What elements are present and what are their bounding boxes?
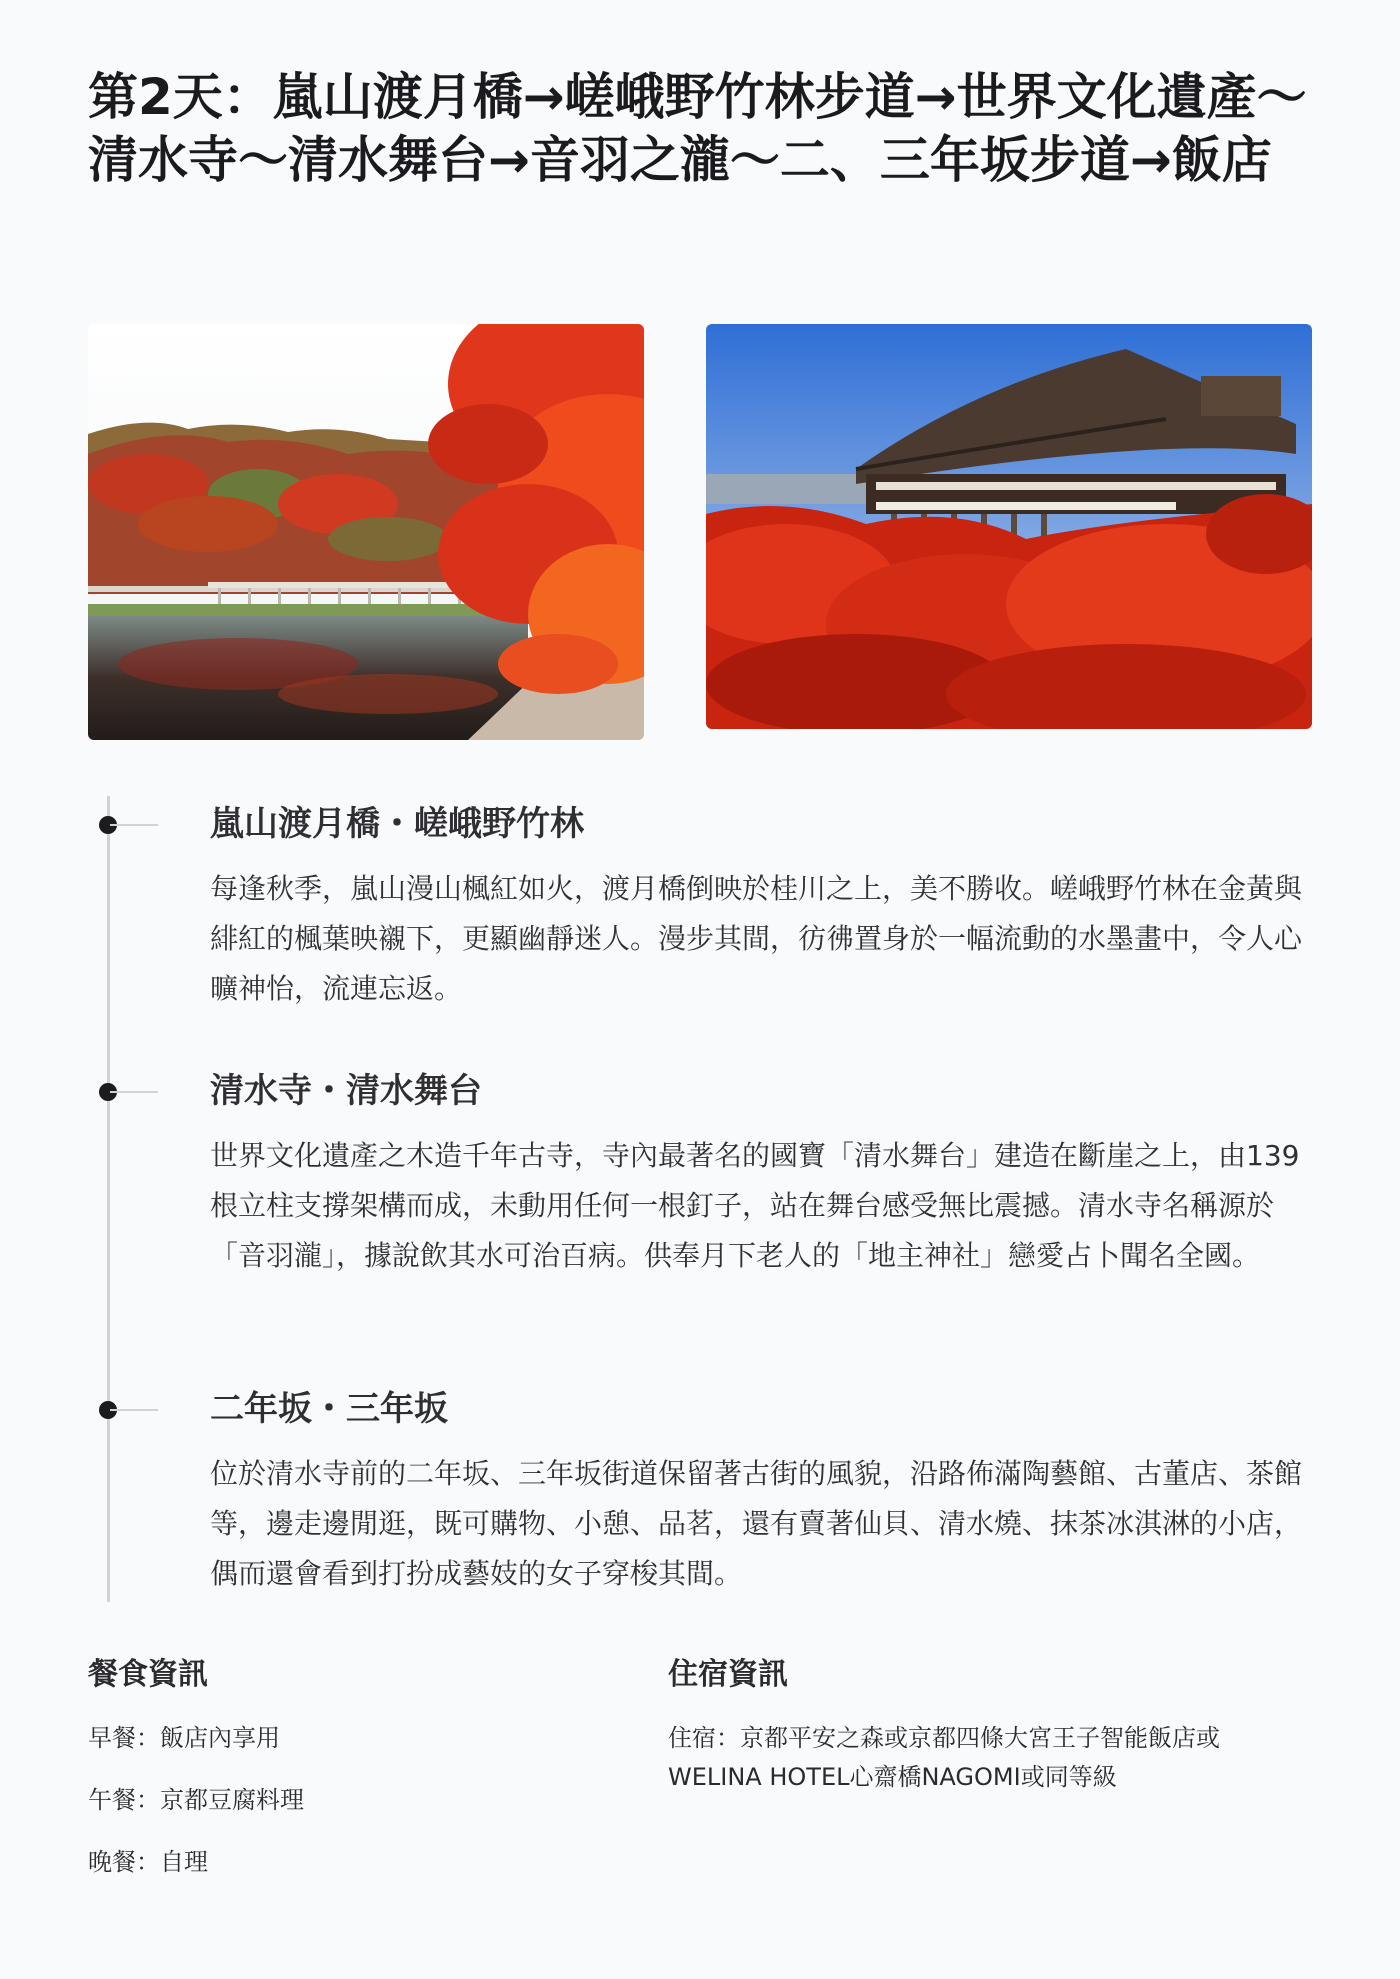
meals-heading: 餐食資訊 <box>88 1657 208 1692</box>
timeline-tick <box>110 1091 158 1093</box>
timeline-line <box>107 796 110 1602</box>
lodging-heading: 住宿資訊 <box>668 1657 788 1692</box>
section-title-arashiyama: 嵐山渡月橋・嵯峨野竹林 <box>210 804 584 844</box>
timeline-tick <box>110 1409 158 1411</box>
timeline-tick <box>110 824 158 826</box>
section-title-kiyomizu: 清水寺・清水舞台 <box>210 1071 482 1111</box>
section-body-arashiyama: 每逢秋季，嵐山漫山楓紅如火，渡月橋倒映於桂川之上，美不勝收。嵯峨野竹林在金黃與緋紅的楓葉映襯下，更顯幽靜迷人。漫步其間，彷彿置身於一幅流動的水墨畫中，令人心曠神怡，流連忘返。 <box>210 872 1303 1005</box>
meal-breakfast: 早餐：飯店內享用 <box>88 1724 280 1752</box>
lodging-line-2: WELINA HOTEL心齋橋NAGOMI或同等級 <box>668 1763 1117 1791</box>
lodging-line-1: 住宿：京都平安之森或京都四條大宮王子智能飯店或 <box>668 1724 1220 1752</box>
section-title-ninenzaka: 二年坂・三年坂 <box>210 1389 448 1429</box>
photo-arashiyama-autumn-bridge <box>88 324 644 740</box>
section-body-kiyomizu: 世界文化遺產之木造千年古寺，寺內最著名的國寶「清水舞台」建造在斷崖之上，由139根立柱支撐架構而成，未動用任何一根釘子，站在舞台感受無比震撼。清水寺名稱源於「音羽瀧」，據說飲其水可治百病。供奉月下老人的「地主神社」戀愛占卜聞名全國。 <box>210 1139 1300 1272</box>
section-body-ninenzaka: 位於清水寺前的二年坂、三年坂街道保留著古街的風貌，沿路佈滿陶藝館、古董店、茶館等，邊走邊閒逛，既可購物、小憩、品茗，還有賣著仙貝、清水燒、抹茶冰淇淋的小店，偶而還會看到打扮成藝妓的女子穿梭其間。 <box>210 1457 1303 1590</box>
meal-lunch: 午餐：京都豆腐料理 <box>88 1786 304 1814</box>
photo-kiyomizu-temple-stage <box>706 324 1312 729</box>
meal-dinner: 晚餐：自理 <box>88 1848 208 1876</box>
day-title: 第2天：嵐山渡月橋→嵯峨野竹林步道→世界文化遺產～清水寺～清水舞台→音羽之瀧～二、三年坂步道→飯店 <box>88 68 1307 189</box>
